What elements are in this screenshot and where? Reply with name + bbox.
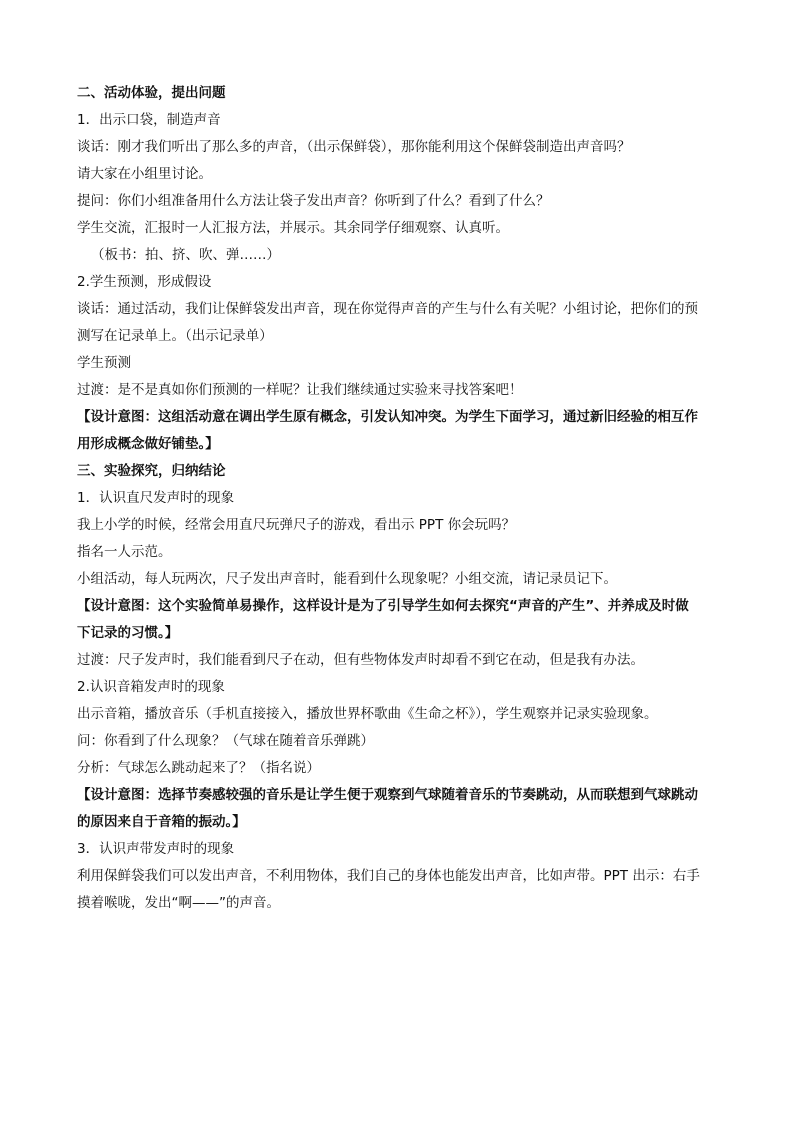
paragraph-line: 测写在记录单上。（出示记录单） <box>77 328 273 344</box>
design-intent-line: 下记录的习惯。】 <box>77 625 179 641</box>
section-heading: 二、活动体验，提出问题 <box>77 85 226 101</box>
paragraph-line: （板书：拍、挤、吹、弹……） <box>91 247 280 263</box>
paragraph-line: 提问：你们小组准备用什么方法让袋子发出声音？你听到了什么？看到了什么？ <box>77 193 550 209</box>
paragraph-line: 谈话：通过活动，我们让保鲜袋发出声音，现在你觉得声音的产生与什么有关呢？小组讨论，把你们的预 <box>77 301 698 317</box>
paragraph-line: 2.学生预测，形成假设 <box>77 274 212 290</box>
paragraph-line: 1．出示口袋，制造声音 <box>77 112 221 128</box>
paragraph-line: 小组活动，每人玩两次，尺子发出声音时，能看到什么现象呢？小组交流，请记录员记下。 <box>77 571 617 587</box>
paragraph-line: 分析：气球怎么跳动起来了？（指名说） <box>77 760 320 776</box>
paragraph-line: 出示音箱，播放音乐（手机直接接入，播放世界杯歌曲《生命之杯》），学生观察并记录实验现象。 <box>77 706 658 722</box>
paragraph-line: 指名一人示范。 <box>77 544 172 560</box>
paragraph-line: 过渡：尺子发声时，我们能看到尺子在动，但有些物体发声时却看不到它在动，但是我有办法。 <box>77 652 644 668</box>
paragraph-line: 学生交流，汇报时一人汇报方法，并展示。其余同学仔细观察、认真听。 <box>77 220 509 236</box>
paragraph-line: 问：你看到了什么现象？（气球在随着音乐弹跳） <box>77 733 374 749</box>
paragraph-line: 谈话：刚才我们听出了那么多的声音，（出示保鲜袋），那你能利用这个保鲜袋制造出声音吗？ <box>77 139 631 155</box>
paragraph-line: 摸着喉咙，发出“啊——”的声音。 <box>77 895 280 911</box>
design-intent-line: 【设计意图：这个实验简单易操作，这样设计是为了引导学生如何去探究“声音的产生”、并养成及时做 <box>77 598 689 614</box>
paragraph-line: 1．认识直尺发声时的现象 <box>77 490 235 506</box>
design-intent-line: 用形成概念做好铺垫。】 <box>77 436 219 452</box>
paragraph-line: 我上小学的时候，经常会用直尺玩弹尺子的游戏，看出示 PPT 你会玩吗？ <box>77 517 516 533</box>
paragraph-line: 2.认识音箱发声时的现象 <box>77 679 225 695</box>
paragraph-line: 请大家在小组里讨论。 <box>77 166 212 182</box>
paragraph-line: 3．认识声带发声时的现象 <box>77 841 235 857</box>
design-intent-line: 【设计意图：选择节奏感较强的音乐是让学生便于观察到气球随着音乐的节奏跳动，从而联想到气球跳动 <box>77 787 698 803</box>
design-intent-line: 的原因来自于音箱的振动。】 <box>77 814 246 830</box>
document-body <box>77 80 722 917</box>
design-intent-line: 【设计意图：这组活动意在调出学生原有概念，引发认知冲突。为学生下面学习，通过新旧经验的相互作 <box>77 409 698 425</box>
paragraph-line: 学生预测 <box>77 355 131 371</box>
section-heading: 三、实验探究，归纳结论 <box>77 463 226 479</box>
paragraph-line: 利用保鲜袋我们可以发出声音，不利用物体，我们自己的身体也能发出声音，比如声带。PPT 出示：右手 <box>77 868 700 884</box>
paragraph-line: 过渡：是不是真如你们预测的一样呢？让我们继续通过实验来寻找答案吧！ <box>77 382 523 398</box>
